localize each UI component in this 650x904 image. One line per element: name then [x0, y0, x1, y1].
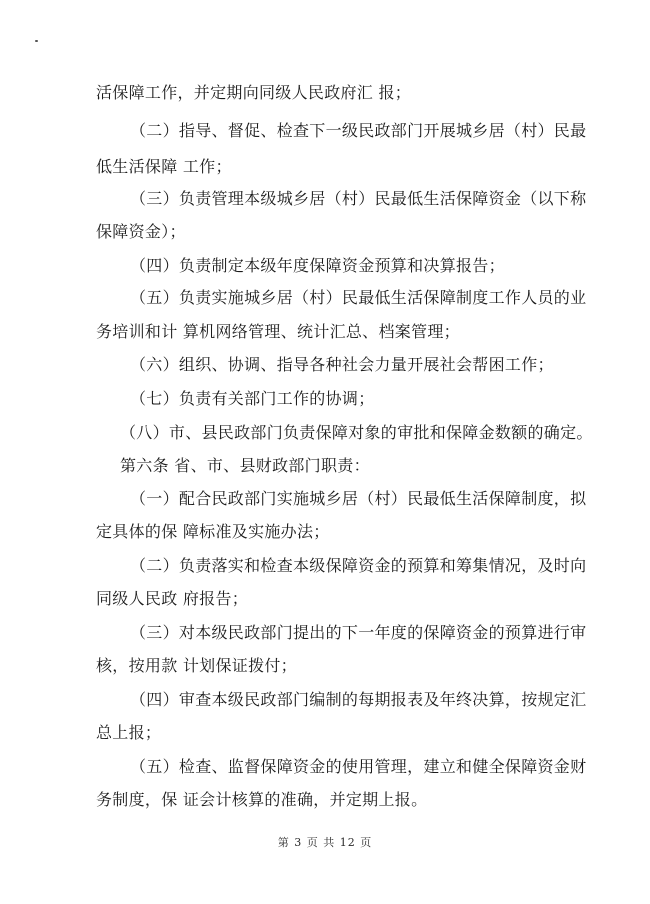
text-line-5: 保障资金）； [96, 222, 186, 241]
text-line-10: （七）负责有关部门工作的协调； [130, 389, 375, 408]
text-line-18: 核，按用款 计划保证拨付； [96, 656, 297, 675]
text-line-9: （六）组织、协调、指导各种社会力量开展社会帮困工作； [130, 355, 554, 374]
scan-speck [35, 40, 38, 42]
text-line-4: （三）负责管理本级城乡居（村）民最低生活保障资金（以下称 [130, 189, 587, 208]
article-6-heading: 第六条 省、市、县财政部门职责： [120, 456, 370, 475]
text-line-16: 同级人民政 府报告； [96, 589, 249, 608]
text-line-11: （八）市、县民政部门负责保障对象的审批和保障金数额的确定。 [120, 423, 593, 442]
text-line-15: （二）负责落实和检查本级保障资金的预算和筹集情况，及时向 [130, 556, 587, 575]
text-line-14: 定具体的保 障标准及实施办法； [96, 522, 330, 541]
text-line-7: （五）负责实施城乡居（村）民最低生活保障制度工作人员的业 [130, 288, 587, 307]
text-line-8: 务培训和计 算机网络管理、统计汇总、档案管理； [96, 322, 460, 341]
text-line-13: （一）配合民政部门实施城乡居（村）民最低生活保障制度，拟 [130, 489, 587, 508]
text-line-1: 活保障工作，并定期向同级人民政府汇 报； [96, 83, 412, 102]
text-line-6: （四）负责制定本级年度保障资金预算和决算报告； [130, 256, 505, 275]
text-line-22: 务制度，保 证会计核算的准确，并定期上报。 [96, 790, 428, 809]
text-line-2: （二）指导、督促、检查下一级民政部门开展城乡居（村）民最 [130, 121, 587, 140]
text-line-20: 总上报； [96, 723, 162, 742]
page-number-footer: 第 3 页 共 12 页 [277, 836, 373, 849]
text-line-19: （四）审查本级民政部门编制的每期报表及年终决算，按规定汇 [130, 690, 587, 709]
text-line-21: （五）检查、监督保障资金的使用管理，建立和健全保障资金财 [130, 757, 587, 776]
text-line-3: 低生活保障 工作； [96, 157, 232, 176]
text-line-17: （三）对本级民政部门提出的下一年度的保障资金的预算进行审 [130, 623, 587, 642]
